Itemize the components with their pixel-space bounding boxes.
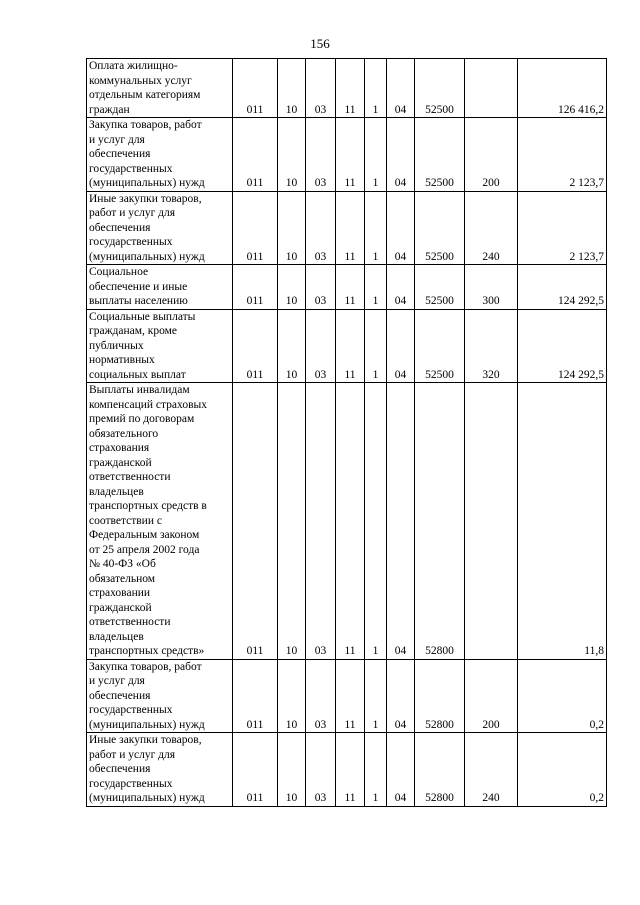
row-name-cell: Закупка товаров, работ и услуг для обеспечения государственных (муниципальных) нужд <box>87 659 233 733</box>
expense-type-code-cell: 200 <box>465 659 518 733</box>
row-name-cell: Социальные выплаты гражданам, кроме публичных нормативных социальных выплат <box>87 309 233 383</box>
direction-code-cell: 52500 <box>415 191 465 265</box>
table-row <box>87 309 607 383</box>
main-event-code-cell: 04 <box>387 733 415 807</box>
section-code-cell: 10 <box>278 383 306 660</box>
expense-type-code-cell <box>465 59 518 118</box>
ministry-code-cell: 011 <box>233 59 278 118</box>
section-code-cell: 10 <box>278 659 306 733</box>
main-event-code-cell: 04 <box>387 309 415 383</box>
section-code-cell: 10 <box>278 59 306 118</box>
subsection-code-cell: 03 <box>306 733 336 807</box>
main-event-code-cell: 04 <box>387 191 415 265</box>
amount-cell: 2 123,7 <box>518 118 607 192</box>
subprogram-code-cell: 1 <box>365 309 387 383</box>
subprogram-code-cell: 1 <box>365 118 387 192</box>
subsection-code-cell: 03 <box>306 659 336 733</box>
row-name-cell: Иные закупки товаров, работ и услуг для обеспечения государственных (муниципальных) нужд <box>87 733 233 807</box>
direction-code-cell: 52500 <box>415 118 465 192</box>
ministry-code-cell: 011 <box>233 118 278 192</box>
expense-type-code-cell <box>465 383 518 660</box>
ministry-code-cell: 011 <box>233 733 278 807</box>
ministry-code-cell: 011 <box>233 659 278 733</box>
direction-code-cell: 52800 <box>415 383 465 660</box>
table-row <box>87 59 607 118</box>
direction-code-cell: 52500 <box>415 309 465 383</box>
subsection-code-cell: 03 <box>306 265 336 310</box>
amount-cell: 126 416,2 <box>518 59 607 118</box>
section-code-cell: 10 <box>278 309 306 383</box>
program-code-cell: 11 <box>336 309 365 383</box>
subprogram-code-cell: 1 <box>365 265 387 310</box>
row-name-cell: Оплата жилищно- коммунальных услуг отдельным категориям граждан <box>87 59 233 118</box>
row-name-cell: Социальное обеспечение и иные выплаты населению <box>87 265 233 310</box>
table-row <box>87 383 607 660</box>
row-name-cell: Иные закупки товаров, работ и услуг для обеспечения государственных (муниципальных) нужд <box>87 191 233 265</box>
expense-type-code-cell: 200 <box>465 118 518 192</box>
section-code-cell: 10 <box>278 191 306 265</box>
subsection-code-cell: 03 <box>306 59 336 118</box>
ministry-code-cell: 011 <box>233 265 278 310</box>
subsection-code-cell: 03 <box>306 191 336 265</box>
table-row <box>87 659 607 733</box>
main-event-code-cell: 04 <box>387 383 415 660</box>
subprogram-code-cell: 1 <box>365 733 387 807</box>
ministry-code-cell: 011 <box>233 383 278 660</box>
section-code-cell: 10 <box>278 733 306 807</box>
ministry-code-cell: 011 <box>233 191 278 265</box>
budget-table <box>86 58 607 807</box>
expense-type-code-cell: 240 <box>465 191 518 265</box>
subsection-code-cell: 03 <box>306 383 336 660</box>
subprogram-code-cell: 1 <box>365 59 387 118</box>
program-code-cell: 11 <box>336 191 365 265</box>
expense-type-code-cell: 300 <box>465 265 518 310</box>
section-code-cell: 10 <box>278 265 306 310</box>
row-name-cell: Закупка товаров, работ и услуг для обеспечения государственных (муниципальных) нужд <box>87 118 233 192</box>
amount-cell: 124 292,5 <box>518 309 607 383</box>
main-event-code-cell: 04 <box>387 59 415 118</box>
subprogram-code-cell: 1 <box>365 659 387 733</box>
program-code-cell: 11 <box>336 383 365 660</box>
table-row <box>87 265 607 310</box>
direction-code-cell: 52800 <box>415 733 465 807</box>
section-code-cell: 10 <box>278 118 306 192</box>
program-code-cell: 11 <box>336 118 365 192</box>
program-code-cell: 11 <box>336 733 365 807</box>
amount-cell: 124 292,5 <box>518 265 607 310</box>
table-row <box>87 733 607 807</box>
program-code-cell: 11 <box>336 659 365 733</box>
subsection-code-cell: 03 <box>306 309 336 383</box>
page-number: 156 <box>310 36 330 51</box>
amount-cell: 0,2 <box>518 733 607 807</box>
row-name-cell: Выплаты инвалидам компенсаций страховых премий по договорам обязательного страхования гражданской ответственности владельцев транспортных средств в соответствии с Федеральным законом от 25 апреля 2002 года № 40-ФЗ «Об обязательном страховании гражданской ответственности владельцев транспортных средств» <box>87 383 233 660</box>
main-event-code-cell: 04 <box>387 659 415 733</box>
direction-code-cell: 52500 <box>415 265 465 310</box>
main-event-code-cell: 04 <box>387 118 415 192</box>
program-code-cell: 11 <box>336 265 365 310</box>
amount-cell: 11,8 <box>518 383 607 660</box>
table-row <box>87 118 607 192</box>
subprogram-code-cell: 1 <box>365 383 387 660</box>
ministry-code-cell: 011 <box>233 309 278 383</box>
direction-code-cell: 52800 <box>415 659 465 733</box>
expense-type-code-cell: 320 <box>465 309 518 383</box>
main-event-code-cell: 04 <box>387 265 415 310</box>
amount-cell: 2 123,7 <box>518 191 607 265</box>
subprogram-code-cell: 1 <box>365 191 387 265</box>
amount-cell: 0,2 <box>518 659 607 733</box>
program-code-cell: 11 <box>336 59 365 118</box>
direction-code-cell: 52500 <box>415 59 465 118</box>
table-row <box>87 191 607 265</box>
subsection-code-cell: 03 <box>306 118 336 192</box>
expense-type-code-cell: 240 <box>465 733 518 807</box>
